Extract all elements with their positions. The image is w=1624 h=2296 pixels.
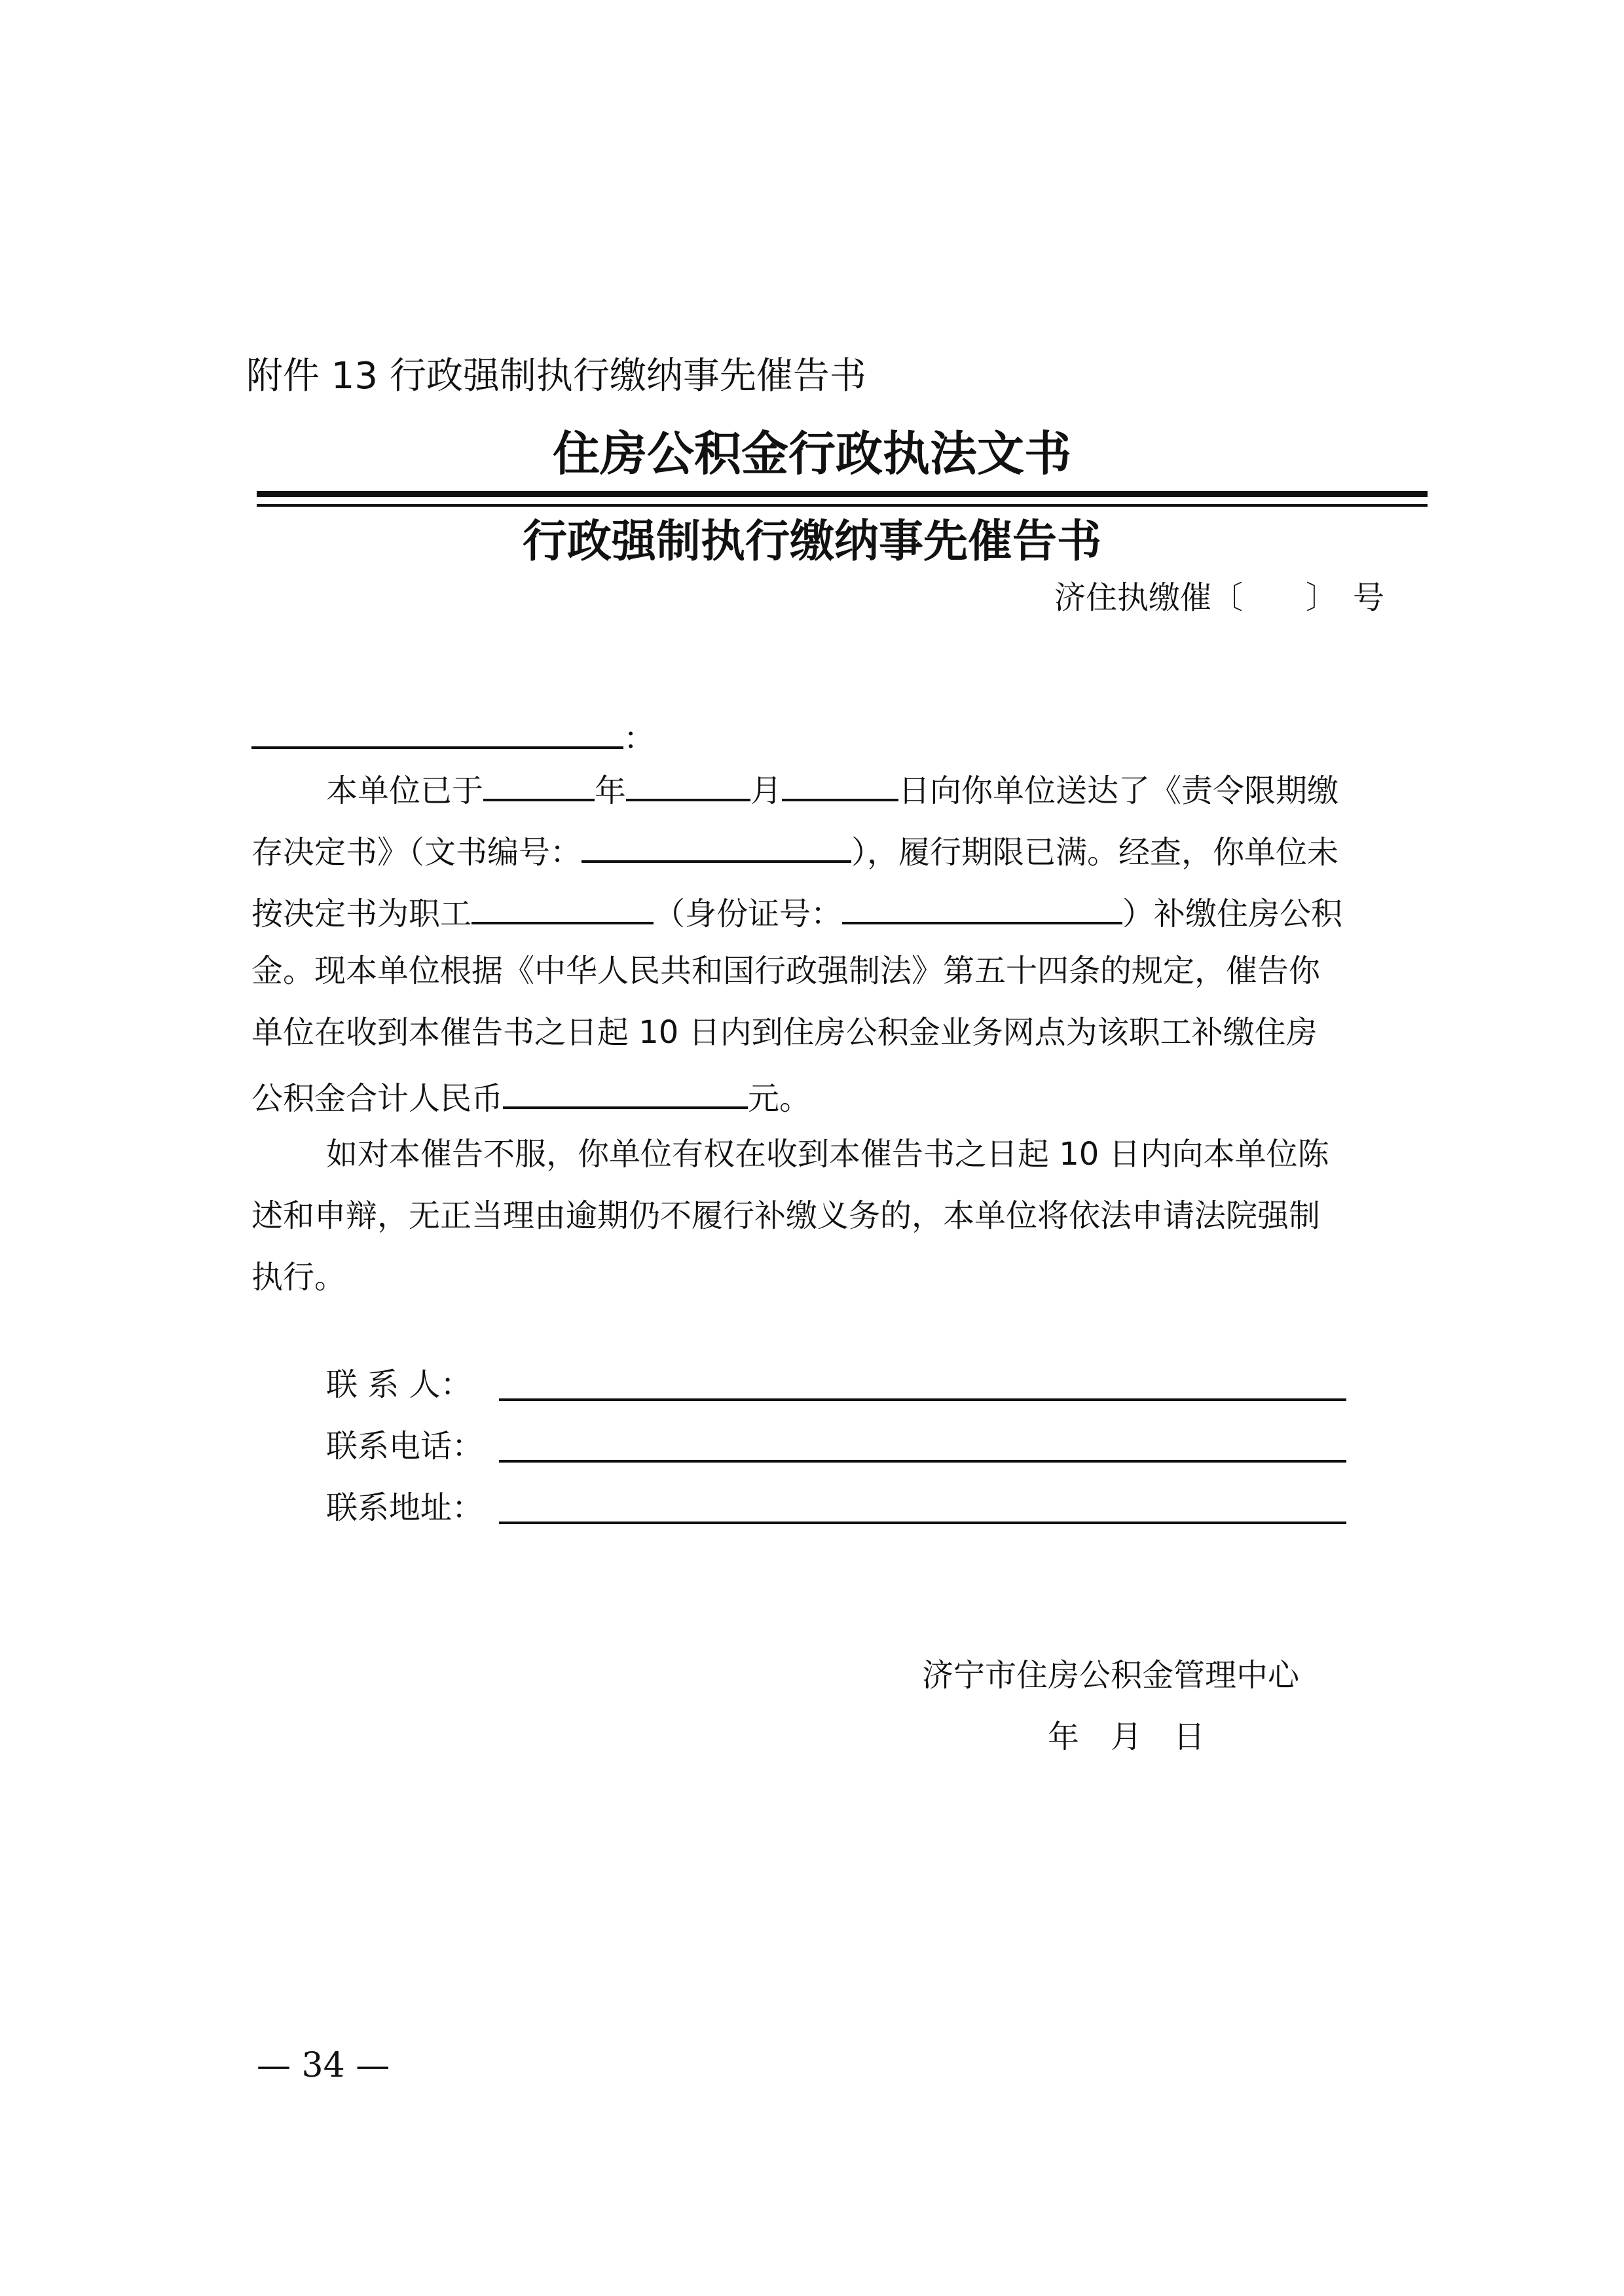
- paragraph1-line3: [251, 888, 1342, 936]
- p1-text: 公积金合计人民币: [251, 1080, 504, 1117]
- document-number: 济住执缴催〔 〕 号: [1054, 579, 1385, 616]
- paragraph1-line2: [251, 826, 1338, 874]
- paragraph1-line6: [251, 1072, 811, 1120]
- document-category-title: 住房公积金行政执法文书: [552, 426, 1071, 481]
- amount-blank: [503, 1072, 748, 1109]
- paragraph2-line2: 述和申辩，无正当理由逾期仍不履行补缴义务的，本单位将依法申请法院强制: [251, 1197, 1321, 1234]
- issuing-organization: 济宁市住房公积金管理中心: [922, 1657, 1300, 1694]
- paragraph2-line1: 如对本催告不服，你单位有权在收到本催告书之日起 10 日内向本单位陈: [326, 1136, 1329, 1173]
- page-number: — 34 —: [257, 2046, 390, 2085]
- contact-phone-label: 联系电话：: [326, 1428, 484, 1465]
- p1-text: 日向你单位送达了《责令限期缴: [898, 773, 1339, 809]
- day-blank: [782, 765, 898, 801]
- year-blank: [483, 765, 595, 801]
- id-number-blank: [842, 888, 1122, 924]
- p1-text: 本单位已于: [326, 773, 484, 809]
- employee-name-blank: [471, 888, 654, 924]
- month-blank: [626, 765, 750, 801]
- addressee-colon: ：: [623, 720, 656, 757]
- p1-text: ），履行期限已满。经查，你单位未: [851, 834, 1339, 871]
- attachment-label: 附件 13 行政强制执行缴纳事先催告书: [246, 355, 866, 397]
- contact-phone-line: [499, 1460, 1346, 1463]
- signature-date: 年 月 日: [1048, 1719, 1206, 1755]
- paragraph1-line4: 金。现本单位根据《中华人民共和国行政强制法》第五十四条的规定，催告你: [251, 953, 1321, 989]
- paragraph2-line3: 执行。: [251, 1259, 346, 1296]
- contact-address-label: 联系地址：: [326, 1489, 484, 1526]
- document-title: 行政强制执行缴纳事先催告书: [522, 515, 1101, 568]
- contact-person-line: [499, 1398, 1346, 1401]
- p1-text: 元。: [748, 1080, 811, 1117]
- addressee-line: [251, 712, 655, 760]
- p1-text: 存决定书》（文书编号：: [251, 834, 582, 871]
- addressee-blank: [251, 712, 623, 749]
- p1-text: 按决定书为职工: [251, 896, 472, 932]
- p1-text: ）补缴住房公积: [1122, 896, 1343, 932]
- document-number-blank: [581, 826, 851, 863]
- p1-text: 月: [750, 773, 783, 809]
- contact-address-line: [499, 1522, 1346, 1524]
- title-divider-thick: [257, 491, 1428, 497]
- p1-text: （身份证号：: [654, 896, 843, 932]
- title-divider-thin: [257, 504, 1428, 507]
- contact-person-label: 联 系 人：: [326, 1366, 472, 1403]
- paragraph1-line1: [326, 765, 1338, 812]
- paragraph1-line5: 单位在收到本催告书之日起 10 日内到住房公积金业务网点为该职工补缴住房: [251, 1014, 1318, 1051]
- p1-text: 年: [595, 773, 627, 809]
